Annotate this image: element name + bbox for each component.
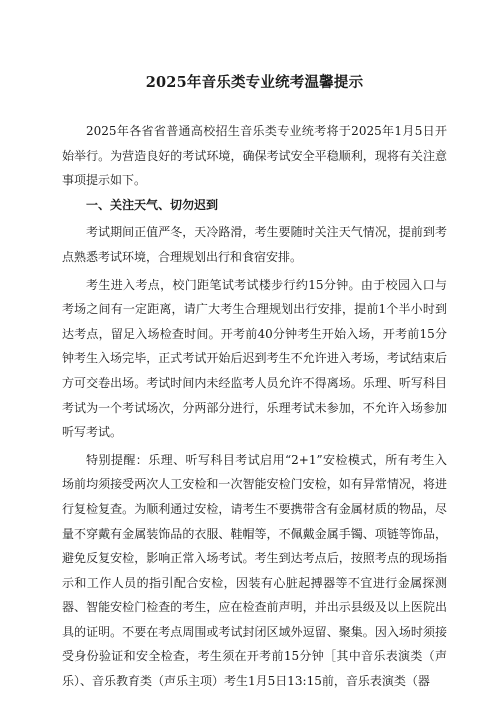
section-heading: 一、关注天气、切勿迟到 bbox=[86, 197, 219, 212]
document-title: 2025年音乐类专业统考温馨提示 bbox=[145, 74, 364, 91]
security-check-paragraph: 特别提醒：乐理、听写科目考试启用“2+1”安检模式，所有考生入场前均须接受两次人工安检和一次智能安检门安检，如有异常情况，将进行复检复查。为顺利通过安检，请考生不要携带含有金属材质的物品，尽量不穿戴有金属装饰品的衣服、鞋帽等，不佩戴金属手镯、项链等饰品，避免反复安检，影响正常入场考试。考生到达考点后，按照考点的现场指示和工作人员的指引配合安检，因装有心脏起搏器等不宜进行金属探测器、智能安检门检查的考生，应在检查前声明，并出示县级及以上医院出具的证明。不要在考点周围或考试封闭区域外逗留、聚集。因入场时须接受身份验证和安全检查，考生须在开考前15分钟［其中音乐表演类（声乐）、音乐教育类（声乐主项）考生1月5日13:15前，音乐表演类（器 bbox=[62, 452, 447, 689]
weather-paragraph: 考试期间正值严冬，天冷路滑，考生要随时关注天气情况，提前到考点熟悉考试环境，合理规划出行和食宿安排。 bbox=[62, 225, 447, 264]
intro-paragraph: 2025年各省省普通高校招生音乐类专业统考将于2025年1月5日开始举行。为营造良好的考试环境，确保考试安全平稳顺利，现将有关注意事项提示如下。 bbox=[62, 124, 447, 188]
entry-rules-paragraph: 考生进入考点，校门距笔试考试楼步行约15分钟。由于校园入口与考场之间有一定距离，请广大考生合理规划出行安排，提前1个半小时到达考点，留足入场检查时间。开考前40分钟考生开始入场，开考前15分钟考生入场完毕，正式考试开始后迟到考生不允许进入考场，考试结束后方可交卷出场。考试时间内未经监考人员允许不得离场。乐理、听写科目考试为一个考试场次，分两部分进行，乐理考试未参加，不允许入场参加听写考试。 bbox=[62, 277, 447, 440]
